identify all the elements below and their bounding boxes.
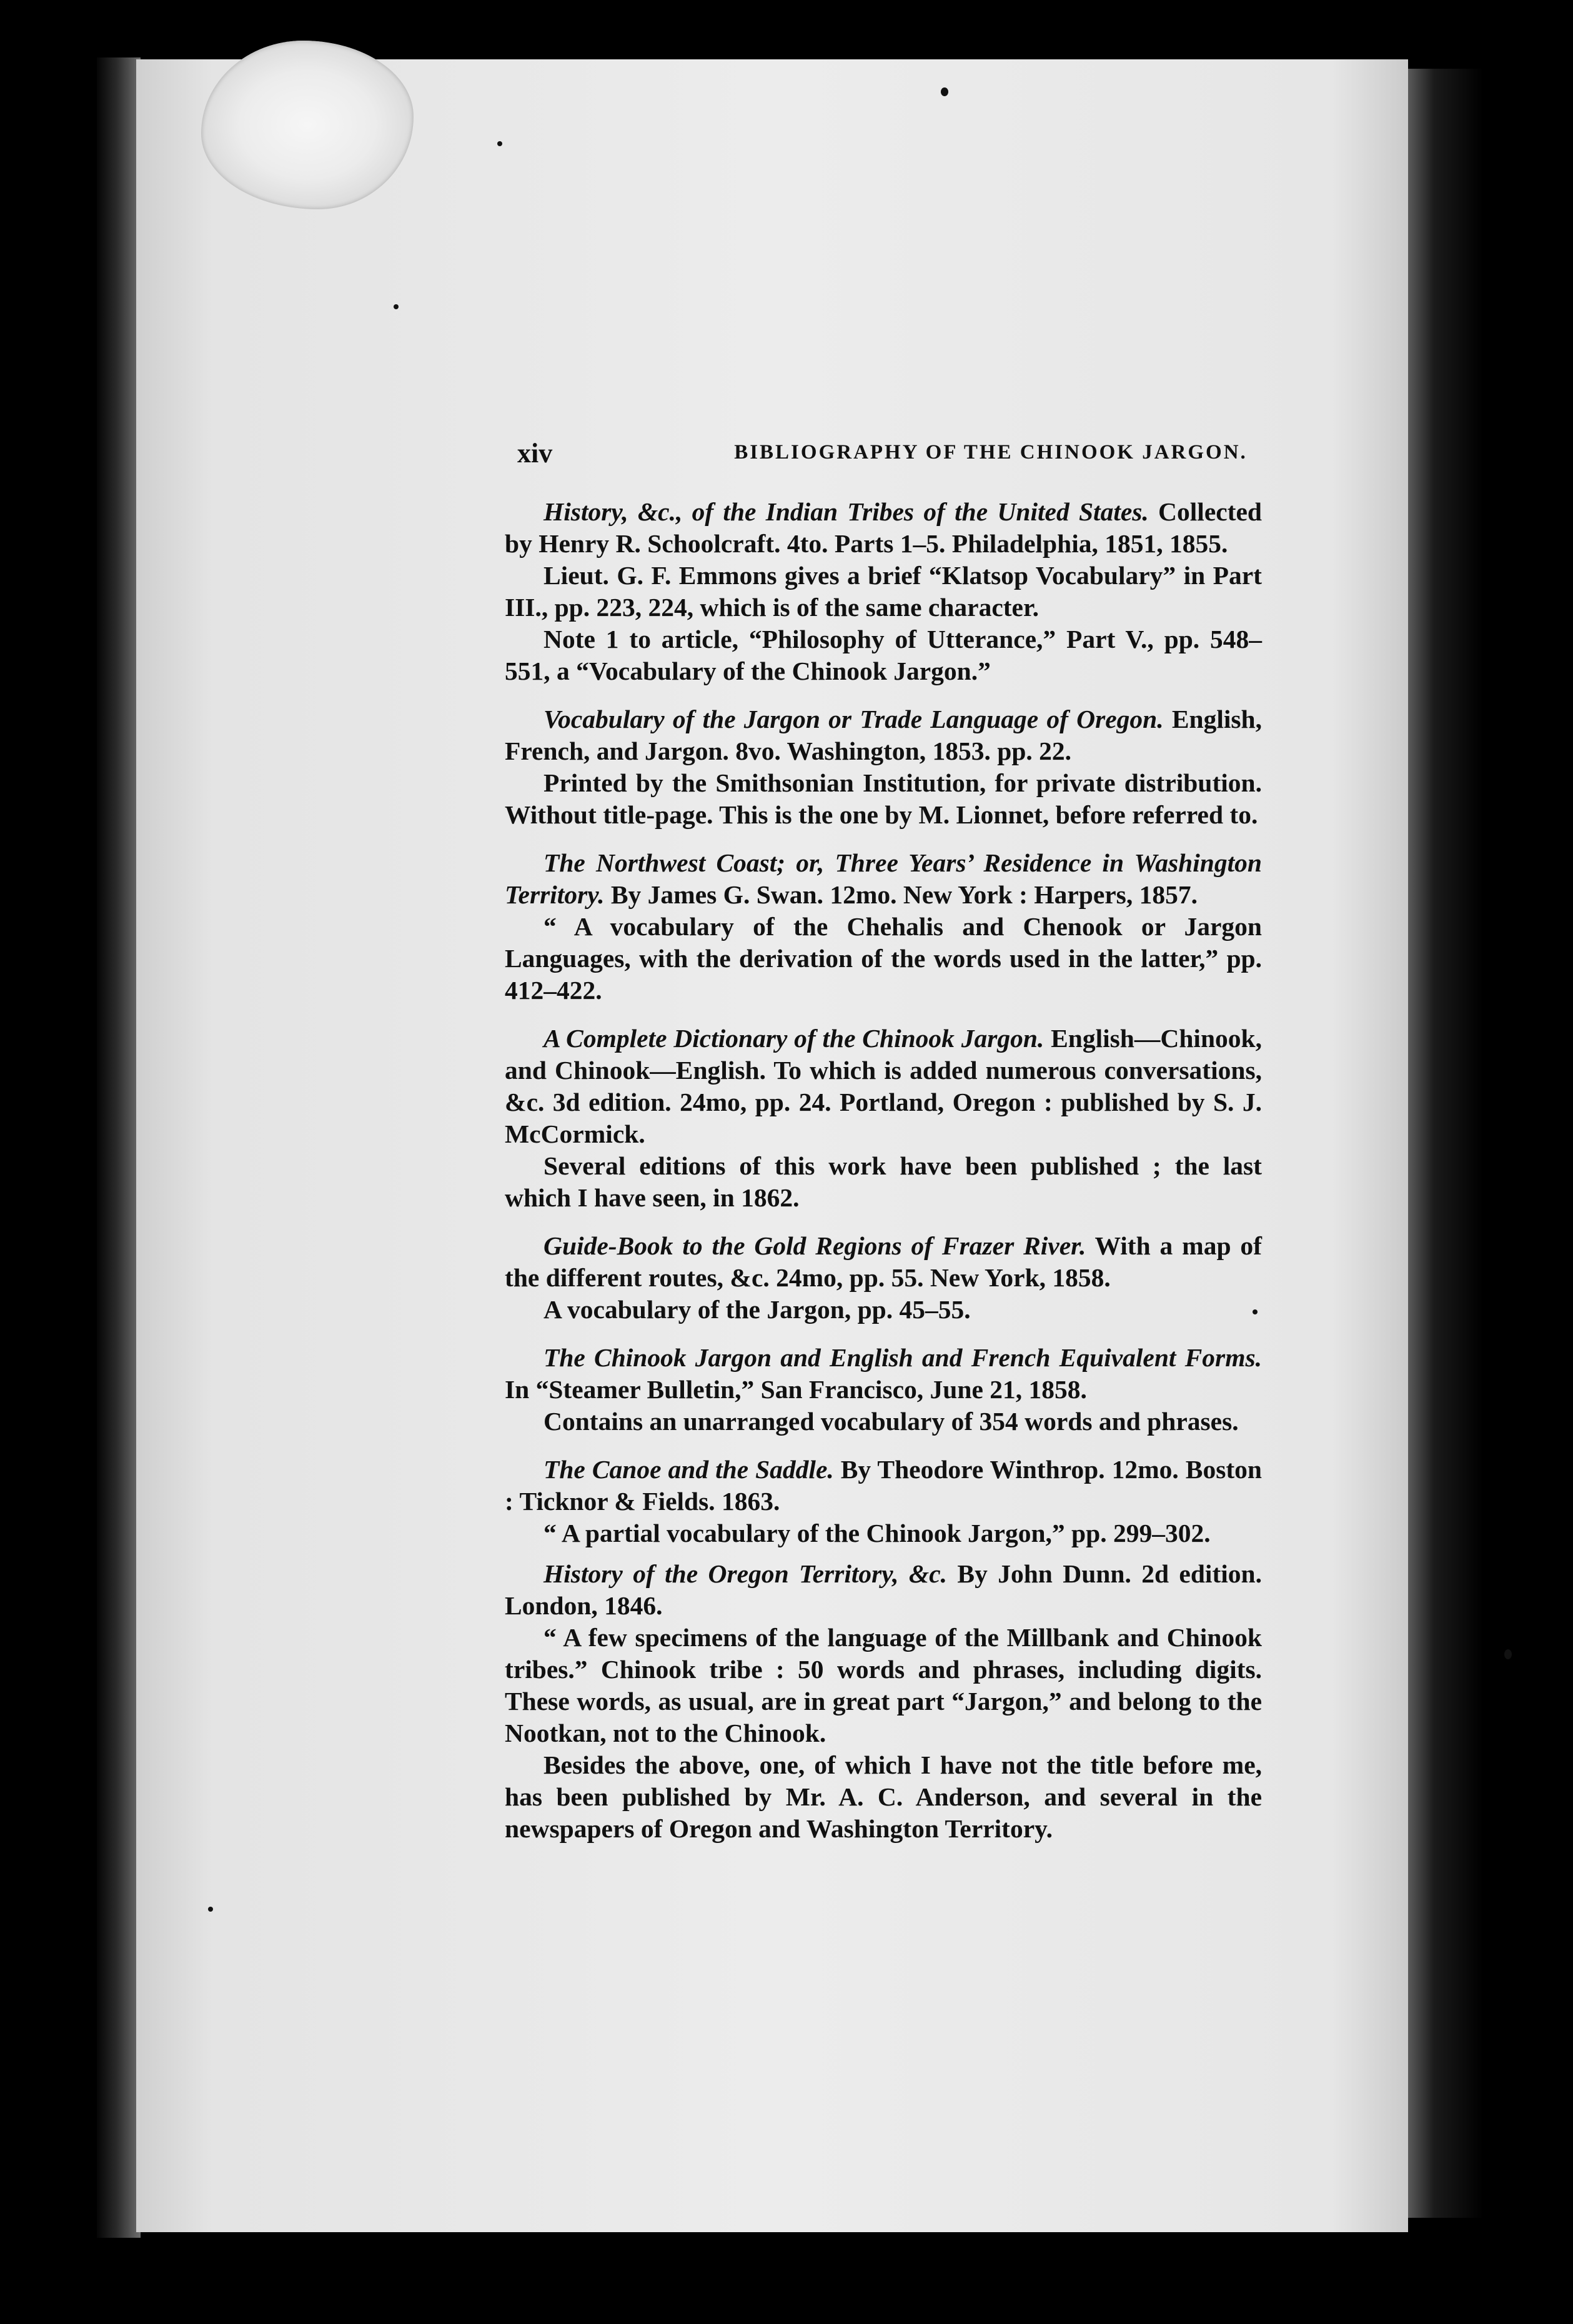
entry-citation: By John Dunn. 2d edition. London, 1846. bbox=[505, 1559, 1263, 1620]
bibliography-entry bbox=[505, 1454, 1262, 1549]
entry-title: The Canoe and the Saddle. bbox=[543, 1455, 834, 1484]
entry-citation: By Theodore Winthrop. 12mo. Boston : Ticknor & Fields. 1863. bbox=[505, 1455, 1262, 1516]
entry-citation: Collected by Henry R. Schoolcraft. 4to. Parts 1–5. Philadelphia, 1851, 1855. bbox=[505, 497, 1262, 558]
entry-title: A Complete Dictionary of the Chinook Jargon. bbox=[543, 1024, 1045, 1053]
entry-title: History of the Oregon Territory, &c. bbox=[543, 1559, 947, 1588]
entry-note: Contains an unarranged vocabulary of 354 words and phrases. bbox=[543, 1407, 1239, 1436]
entry-citation: By James G. Swan. 12mo. New York : Harpers, 1857. bbox=[610, 880, 1198, 909]
bibliography-entry bbox=[505, 703, 1262, 831]
bibliography-entry bbox=[505, 496, 1262, 687]
entry-title: History, &c., of the Indian Tribes of the United States. bbox=[543, 497, 1149, 526]
running-head: BIBLIOGRAPHY OF THE CHINOOK JARGON. bbox=[734, 441, 1248, 464]
entry-title: Guide-Book to the Gold Regions of Frazer River. bbox=[543, 1231, 1086, 1260]
entry-citation: With a map of the different routes, &c. 24mo, pp. 55. New York, 1858. bbox=[505, 1231, 1262, 1292]
entry-note: Note 1 to article, “Philosophy of Utterance,” Part V., pp. 548–551, a “Vocabulary of the Chinook Jargon.” bbox=[505, 625, 1262, 685]
entry-note: “ A vocabulary of the Chehalis and Chenook or Jargon Languages, with the derivation of the words used in the latter,” pp. 412–422. bbox=[505, 912, 1262, 1005]
bibliography-list bbox=[505, 496, 1262, 1854]
bibliography-entry bbox=[505, 847, 1262, 1006]
bibliography-entry bbox=[505, 1230, 1262, 1326]
bibliography-entry bbox=[505, 1342, 1262, 1438]
entry-note: Printed by the Smithsonian Institution, for private distribution. Without title-page. This is the one by M. Lionnet, before referred to. bbox=[505, 768, 1262, 829]
bibliography-entry bbox=[505, 1023, 1262, 1214]
entry-citation: In “Steamer Bulletin,” San Francisco, June 21, 1858. bbox=[505, 1375, 1087, 1404]
entry-title: Vocabulary of the Jargon or Trade Language of Oregon. bbox=[543, 705, 1164, 733]
entry-title: The Northwest Coast; or, Three Years’ Residence in Washington Territory. bbox=[505, 848, 1262, 909]
entry-citation: English—Chinook, and Chinook—English. To which is added numerous conversations, &c. 3d edition. 24mo, pp. 24. Portland, Oregon : published by S. J. McCormick. bbox=[505, 1024, 1262, 1148]
entry-note: “ A few specimens of the language of the Millbank and Chinook tribes.” Chinook tribe : 50 words and phrases, including digits. These words, as usual, are in great part “Jargon,” and belong to the Nootkan, not to the Chinook. bbox=[505, 1623, 1262, 1747]
entry-citation: English, French, and Jargon. 8vo. Washington, 1853. pp. 22. bbox=[505, 705, 1262, 765]
bibliography-entry bbox=[505, 1558, 1262, 1845]
entry-note: Besides the above, one, of which I have not the title before me, has been published by Mr. A. C. Anderson, and several in the newspapers of Oregon and Washington Territory. bbox=[505, 1750, 1262, 1843]
entry-note: A vocabulary of the Jargon, pp. 45–55. bbox=[543, 1295, 971, 1324]
entry-note: Lieut. G. F. Emmons gives a brief “Klatsop Vocabulary” in Part III., pp. 223, 224, which is of the same character. bbox=[505, 561, 1262, 622]
entry-note: Several editions of this work have been published ; the last which I have seen, in 1862. bbox=[505, 1151, 1262, 1212]
entry-note: “ A partial vocabulary of the Chinook Jargon,” pp. 299–302. bbox=[543, 1519, 1211, 1547]
page-number: xiv bbox=[517, 438, 553, 469]
entry-title: The Chinook Jargon and English and French Equivalent Forms. bbox=[543, 1343, 1262, 1372]
